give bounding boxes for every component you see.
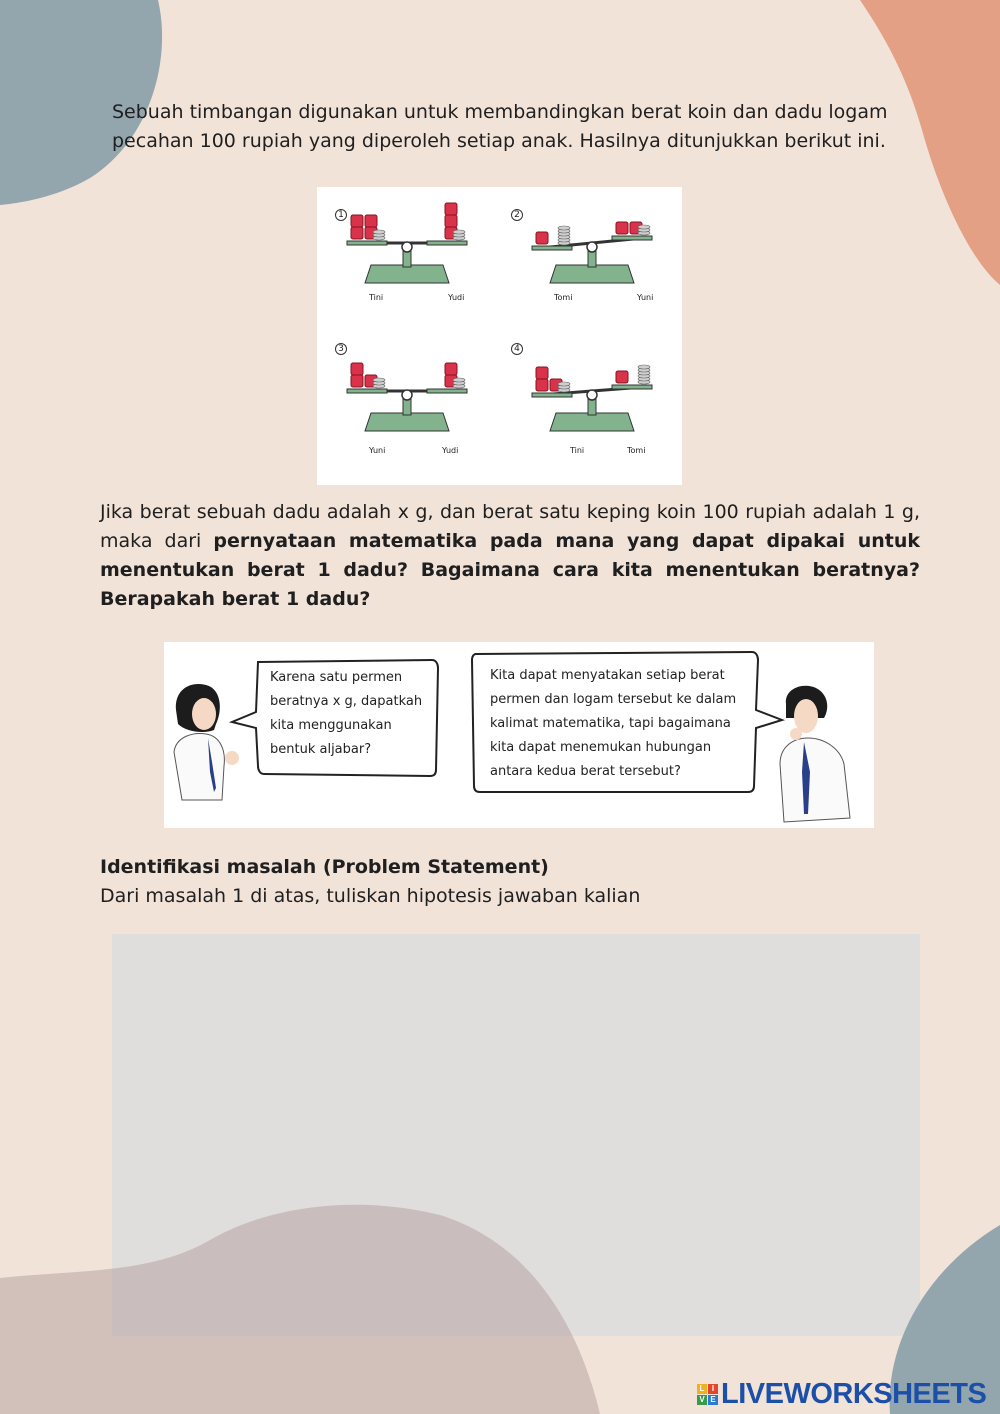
- right-bubble-line: kalimat matematika, tapi bagaimana: [490, 716, 731, 731]
- scale-pan: [427, 389, 467, 393]
- scale-pan: [347, 389, 387, 393]
- coin-icon: [373, 378, 385, 382]
- question-paragraph: [100, 498, 920, 614]
- question-bold-text: pernyataan matematika pada mana yang dapat dipakai untuk menentukan berat 1 dadu? Bagaimana cara kita menentukan beratnya? Berapakah berat 1 dadu?: [100, 530, 920, 610]
- dice-icon: [351, 363, 363, 375]
- panel-number-4: 4: [511, 343, 523, 355]
- left-bubble-line: bentuk aljabar?: [270, 742, 372, 757]
- logo-letter-i: I: [708, 1384, 718, 1394]
- right-bubble-line: Kita dapat menyatakan setiap berat: [490, 668, 725, 683]
- panel-3-left-label: Yuni: [369, 446, 386, 455]
- right-bubble-line: permen dan logam tersebut ke dalam: [490, 692, 737, 707]
- dice-icon: [536, 379, 548, 391]
- panel-number-1: 1: [335, 209, 347, 221]
- panel-1-right-label: Yudi: [448, 293, 465, 302]
- logo-letter-l: L: [697, 1384, 707, 1394]
- scale-pivot: [587, 242, 597, 252]
- right-student-figure: [780, 686, 850, 822]
- scales-illustration: [317, 187, 682, 485]
- scales-figure: [317, 187, 682, 485]
- scale-base: [550, 413, 634, 431]
- dice-icon: [445, 203, 457, 215]
- scale-pan: [347, 241, 387, 245]
- dice-icon: [351, 375, 363, 387]
- panel-number-2: 2: [511, 209, 523, 221]
- problem-statement-instruction: Dari masalah 1 di atas, tuliskan hipotesis jawaban kalian: [100, 885, 641, 907]
- logo-letter-v: V: [697, 1395, 707, 1405]
- liveworksheets-brand: [697, 1378, 986, 1411]
- dice-icon: [536, 232, 548, 244]
- left-student-figure: [174, 684, 239, 800]
- left-bubble-line: Karena satu permen: [270, 670, 403, 685]
- right-speech-bubble: [482, 662, 752, 786]
- scale-base: [365, 413, 449, 431]
- dice-icon: [445, 215, 457, 227]
- scale-pivot: [402, 242, 412, 252]
- liveworksheets-wordmark: LIVEWORKSHEETS: [721, 1378, 987, 1410]
- coin-icon: [638, 365, 650, 369]
- background-blob-bottom: [0, 1200, 610, 1414]
- intro-paragraph: Sebuah timbangan digunakan untuk membandingkan berat koin dan dadu logam pecahan 100 rupiah yang diperoleh setiap anak. Hasilnya ditunjukkan berikut ini.: [112, 101, 888, 152]
- dialog-figure: [164, 642, 874, 828]
- scale-pan: [612, 385, 652, 389]
- scale-pan: [612, 236, 652, 240]
- dice-icon: [536, 367, 548, 379]
- right-bubble-line: kita dapat menemukan hubungan: [490, 740, 712, 755]
- question-plain-text: Jika berat sebuah dadu adalah x g, dan berat satu keping koin 100 rupiah adalah 1 g, maka dari: [100, 501, 920, 552]
- dice-icon: [616, 222, 628, 234]
- left-bubble-line: kita menggunakan: [270, 718, 392, 733]
- panel-2-right-label: Yuni: [637, 293, 654, 302]
- dice-icon: [445, 363, 457, 375]
- scale-base: [365, 265, 449, 283]
- dice-icon: [351, 215, 363, 227]
- scale-pivot: [402, 390, 412, 400]
- scale-pan: [427, 241, 467, 245]
- panel-3-right-label: Yudi: [442, 446, 459, 455]
- liveworksheets-logo-icon: [697, 1384, 718, 1405]
- panel-2-left-label: Tomi: [554, 293, 573, 302]
- dice-icon: [351, 227, 363, 239]
- left-speech-bubble: [262, 664, 432, 764]
- coin-icon: [558, 226, 570, 230]
- panel-4-right-label: Tomi: [627, 446, 646, 455]
- scale-base: [550, 265, 634, 283]
- coin-icon: [453, 378, 465, 382]
- scale-pivot: [587, 390, 597, 400]
- logo-letter-e: E: [708, 1395, 718, 1405]
- left-bubble-line: beratnya x g, dapatkah: [270, 694, 423, 709]
- coin-icon: [638, 225, 650, 229]
- coin-icon: [453, 230, 465, 234]
- problem-statement-title: Identifikasi masalah (Problem Statement): [100, 856, 549, 878]
- coin-icon: [558, 382, 570, 386]
- scale-pan: [532, 393, 572, 397]
- panel-number-3: 3: [335, 343, 347, 355]
- right-bubble-line: antara kedua berat tersebut?: [490, 764, 681, 779]
- panel-4-left-label: Tini: [570, 446, 585, 455]
- panel-1-left-label: Tini: [369, 293, 384, 302]
- dice-icon: [616, 371, 628, 383]
- scale-pan: [532, 246, 572, 250]
- coin-icon: [373, 230, 385, 234]
- dice-icon: [365, 215, 377, 227]
